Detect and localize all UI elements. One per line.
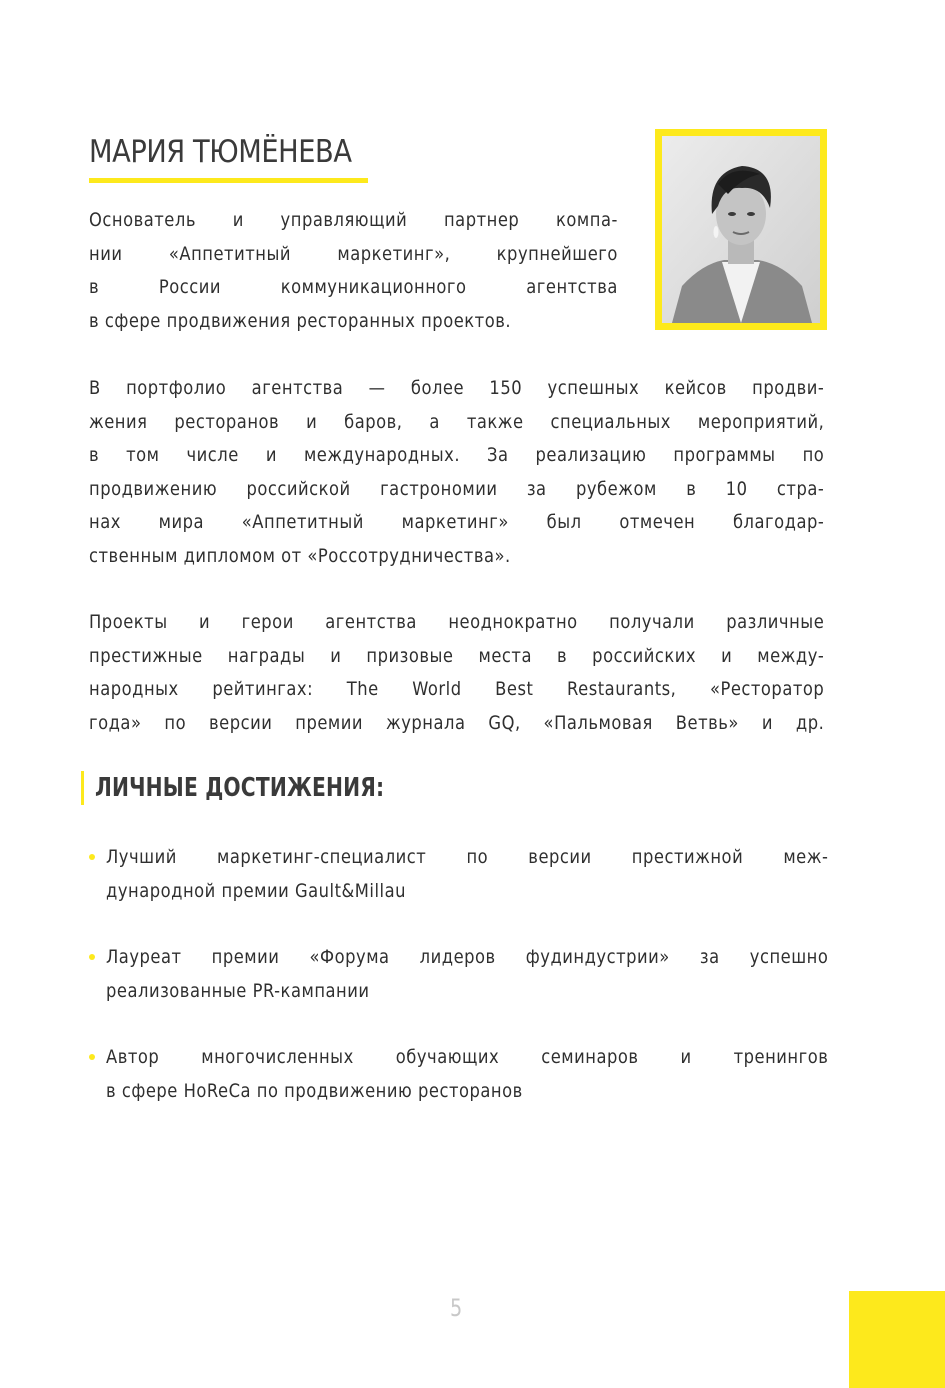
bullet-icon <box>89 1054 95 1060</box>
awards-line: престижные награды и призовые места в российских и между- <box>89 644 825 667</box>
bullet-icon <box>89 854 95 860</box>
achievement-line: в сфере HoReCa по продвижению ресторанов <box>106 1079 523 1102</box>
portrait-icon <box>662 136 820 323</box>
portfolio-line: нах мира «Аппетитный маркетинг» был отмечен благодар- <box>89 511 825 533</box>
intro-line: нии «Аппетитный маркетинг», крупнейшего <box>89 242 618 265</box>
achievement-line: Автор многочисленных обучающих семинаров и тренингов <box>106 1046 829 1068</box>
intro-line: в сфере продвижения ресторанных проектов. <box>89 309 512 332</box>
intro-line: в России коммуникационного агентства <box>89 276 618 298</box>
awards-line: года» по версии премии журнала GQ, «Пальмовая Ветвь» и др. <box>89 711 825 734</box>
portfolio-line: ственным дипломом от «Россотрудничества». <box>89 544 511 567</box>
achievement-line: Лучший маркетинг-специалист по версии престижной меж- <box>106 846 829 868</box>
awards-line: Проекты и герои агентства неоднократно получали различные <box>89 611 825 633</box>
portfolio-line: в том числе и международных. За реализацию программы по <box>89 444 825 466</box>
section-accent-bar <box>81 771 84 805</box>
title-underline <box>89 178 368 183</box>
bullet-icon <box>89 954 95 960</box>
awards-paragraph <box>89 606 824 740</box>
achievement-item <box>106 841 828 908</box>
portfolio-line: продвижению российской гастрономии за рубежом в 10 стра- <box>89 477 825 500</box>
portfolio-paragraph <box>89 372 824 573</box>
achievement-line: дународной премии Gault&Millau <box>106 879 406 902</box>
page-title: МАРИЯ ТЮМЁНЕВА <box>89 134 352 170</box>
portfolio-line: жения ресторанов и баров, а также специальных мероприятий, <box>89 410 825 433</box>
portfolio-line: В портфолио агентства — более 150 успешных кейсов продви- <box>89 377 825 399</box>
awards-line: народных рейтингах: The World Best Restaurants, «Ресторатор <box>89 678 825 700</box>
corner-accent-block <box>849 1291 945 1388</box>
achievement-line: Лауреат премии «Форума лидеров фудиндустрии» за успешно <box>106 946 829 968</box>
page-number: 5 <box>450 1294 463 1322</box>
achievements-heading: ЛИЧНЫЕ ДОСТИЖЕНИЯ: <box>95 773 385 803</box>
portrait-photo <box>655 129 827 330</box>
intro-paragraph <box>89 204 618 338</box>
achievement-line: реализованные PR-кампании <box>106 979 370 1002</box>
achievement-item <box>106 941 828 1008</box>
intro-line: Основатель и управляющий партнер компа- <box>89 209 618 231</box>
achievement-item <box>106 1041 828 1108</box>
